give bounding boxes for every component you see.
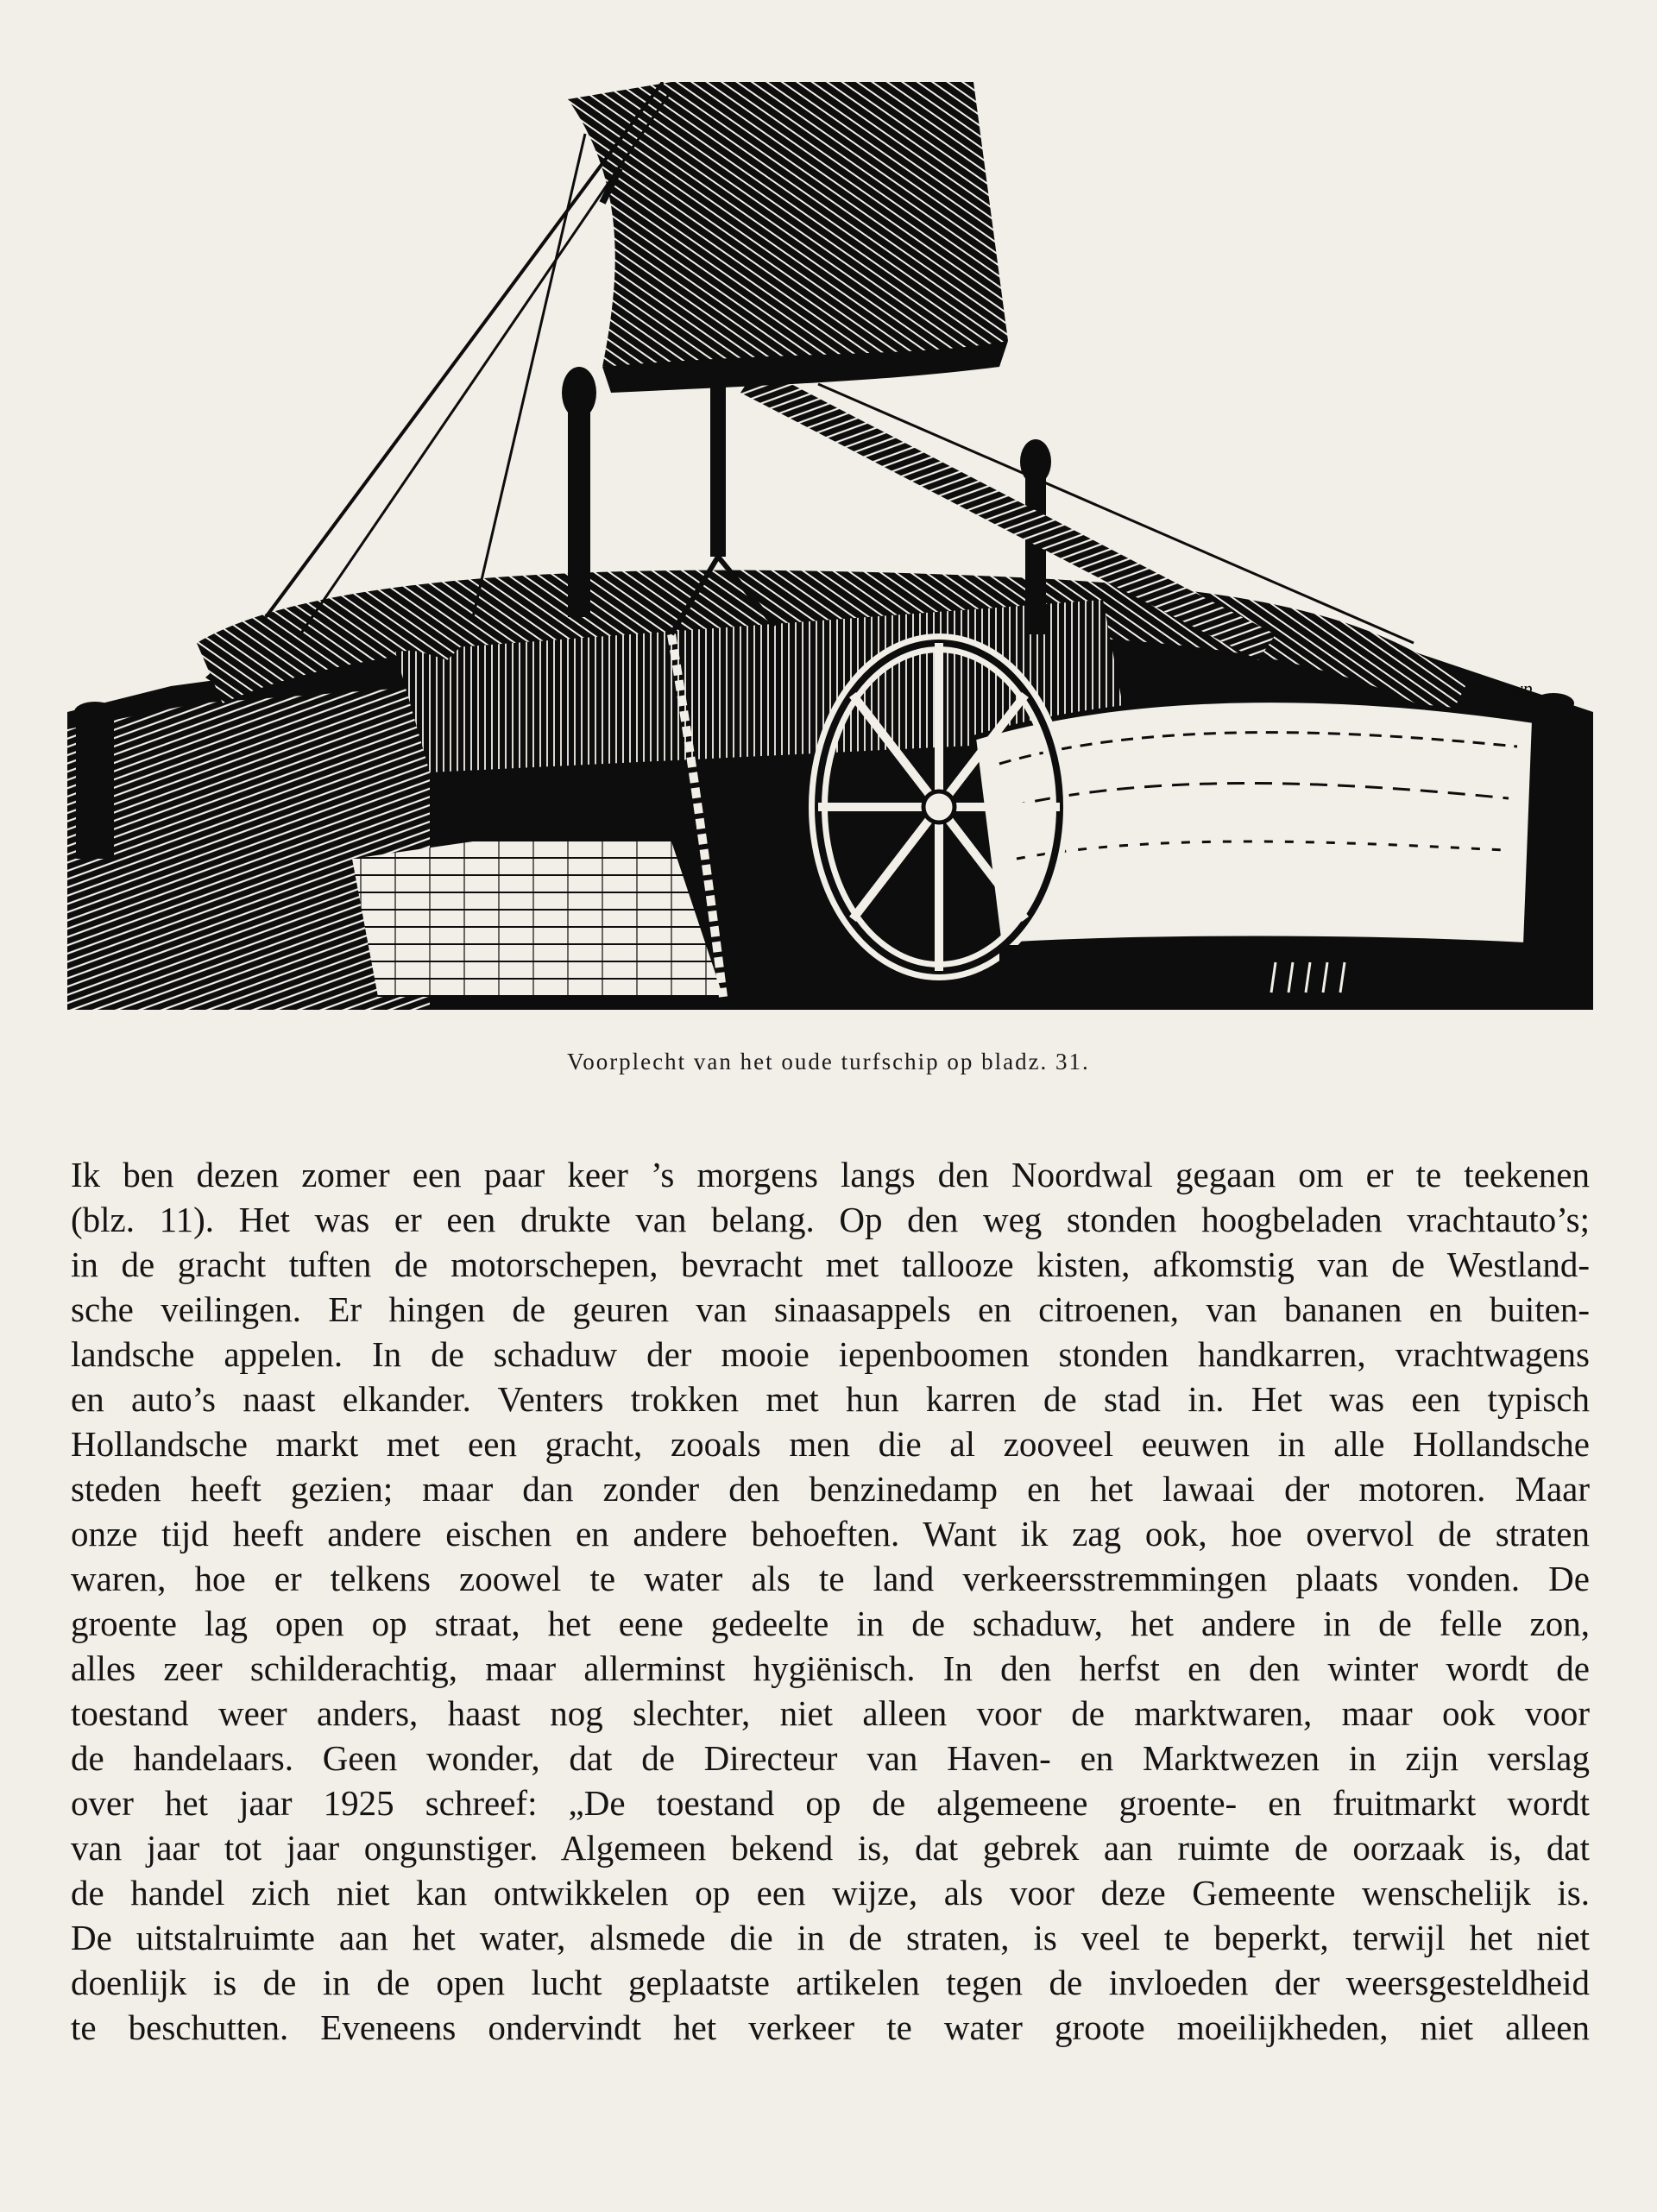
ship-deck-woodcut xyxy=(67,82,1593,1010)
text-line: onze tijd heeft andere eischen en andere behoeften. Want ik zag ook, hoe overvol de straten xyxy=(71,1514,1590,1553)
text-line: Hollandsche markt met een gracht, zooals men die al zooveel eeuwen in alle Hollandsche xyxy=(71,1424,1590,1464)
rigging-rope-1 xyxy=(266,82,663,617)
mooring-post-right-top xyxy=(1533,693,1574,714)
text-line: landsche appelen. In de schaduw der mooie iepenboomen stonden handkarren, vrachtwagens xyxy=(71,1334,1590,1374)
text-line: doenlijk is de in de open lucht geplaatste artikelen tegen de invloeden der weersgesteldheid xyxy=(71,1963,1590,2002)
text-line: en auto’s naast elkander. Venters trokken met hun karren de stad in. Het was een typisch xyxy=(71,1379,1590,1419)
furled-sail xyxy=(568,82,1008,367)
text-line: steden heeft gezien; maar dan zonder den benzinedamp en het lawaai der motoren. Maar xyxy=(71,1469,1590,1509)
text-line: Ik ben dezen zomer een paar keer ’s morgens langs den Noordwal gegaan om er te teekenen xyxy=(71,1155,1590,1194)
hull-base xyxy=(999,945,1534,1010)
bitt-post-left-knob xyxy=(562,367,596,419)
mooring-post-left-top xyxy=(74,702,116,722)
text-line: (blz. 11). Het was er een drukte van belang. Op den weg stonden hoogbeladen vrachtauto’s; xyxy=(71,1200,1590,1239)
text-line: sche veilingen. Er hingen de geuren van sinaasappels en citroenen, van bananen en buiten- xyxy=(71,1289,1590,1329)
text-line: in de gracht tuften de motorschepen, bevracht met tallooze kisten, afkomstig van de Westland- xyxy=(71,1245,1590,1284)
text-line: de handel zich niet kan ontwikkelen op een wijze, als voor deze Gemeente wenschelijk is. xyxy=(71,1873,1590,1913)
body-text xyxy=(71,1152,1590,2050)
text-line: de handelaars. Geen wonder, dat de Directeur van Haven- en Marktwezen in zijn verslag xyxy=(71,1738,1590,1778)
figure-caption: Voorplecht van het oude turfschip op bladz. 31. xyxy=(567,1049,1090,1074)
text-line: over het jaar 1925 schreef: „De toestand op de algemeene groente- en fruitmarkt wordt xyxy=(71,1783,1590,1823)
text-line: toestand weer anders, haast nog slechter, niet alleen voor de marktwaren, maar ook voor xyxy=(71,1693,1590,1733)
mooring-post-left xyxy=(76,712,114,859)
mooring-post-right xyxy=(1534,703,1572,962)
deck-planks xyxy=(352,841,723,997)
tackle-block xyxy=(710,367,726,557)
woodcut-illustration xyxy=(67,82,1593,1010)
text-line: te beschutten. Eveneens ondervindt het verkeer te water groote moeilijkheden, niet alleen xyxy=(71,2007,1590,2047)
text-line: van jaar tot jaar ongunstiger. Algemeen bekend is, dat gebrek aan ruimte de oorzaak is, dat xyxy=(71,1828,1590,1868)
text-line: De uitstalruimte aan het water, alsmede die in de straten, is veel te beperkt, terwijl het niet xyxy=(71,1918,1590,1957)
steering-wheel xyxy=(818,643,1060,971)
artist-monogram: wp xyxy=(1510,677,1533,699)
text-line: alles zeer schilderachtig, maar allerminst hygiënisch. In den herfst en den winter wordt de xyxy=(71,1648,1590,1688)
text-line: waren, hoe er telkens zoowel te water als te land verkeersstremmingen plaats vonden. De xyxy=(71,1559,1590,1598)
text-line: groente lag open op straat, het eene gedeelte in de schaduw, het andere in de felle zon, xyxy=(71,1604,1590,1643)
bitt-post-left xyxy=(568,393,590,617)
